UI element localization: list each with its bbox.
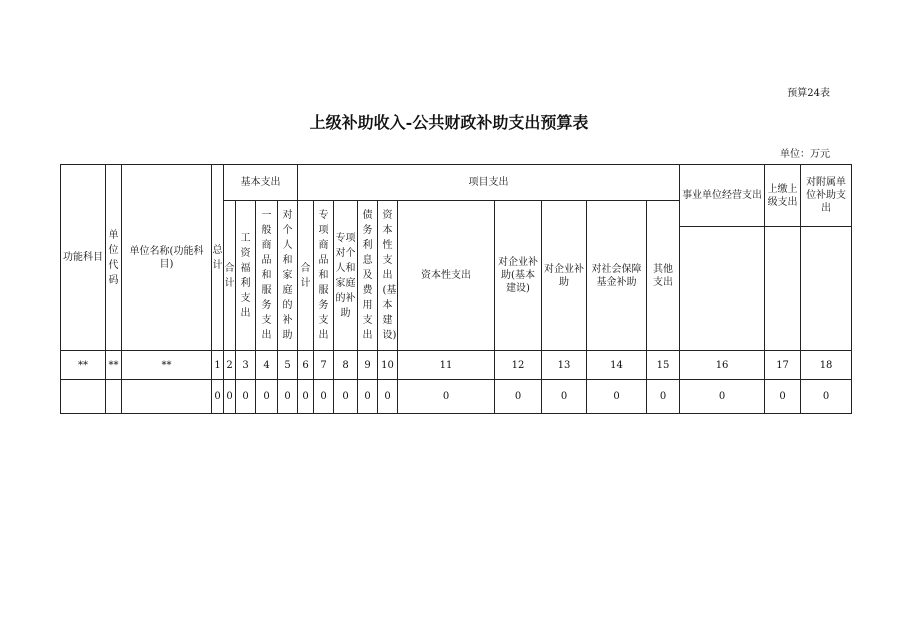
code-cell: 6	[298, 351, 314, 380]
code-cell: 9	[358, 351, 378, 380]
code-cell: 3	[236, 351, 256, 380]
header-project-enterprise: 对企业补助	[542, 201, 587, 351]
header-basic-salary: 工资福利支出	[236, 201, 256, 351]
header-project-debt: 债务利息及费用支出	[358, 201, 378, 351]
data-cell: 0	[298, 380, 314, 414]
data-cell: 0	[314, 380, 334, 414]
data-cell: 0	[212, 380, 224, 414]
header-upper-remit: 上缴上级支出	[765, 165, 801, 227]
header-total: 总计	[212, 165, 224, 351]
code-cell: 18	[801, 351, 852, 380]
code-cell: 7	[314, 351, 334, 380]
data-cell: 0	[542, 380, 587, 414]
code-cell: 5	[278, 351, 298, 380]
header-basic-personal: 对个人和家庭的补助	[278, 201, 298, 351]
header-basic-total: 合计	[224, 201, 236, 351]
code-cell: 10	[378, 351, 398, 380]
data-cell: 0	[680, 380, 765, 414]
header-basic-goods: 一般商品和服务支出	[256, 201, 278, 351]
code-cell: 8	[334, 351, 358, 380]
data-cell	[122, 380, 212, 414]
code-cell: 15	[647, 351, 680, 380]
data-cell: 0	[256, 380, 278, 414]
header-unit-code: 单位代码	[106, 165, 122, 351]
data-cell: 0	[765, 380, 801, 414]
code-cell: 1	[212, 351, 224, 380]
header-blank-cell	[680, 227, 765, 351]
data-cell	[61, 380, 106, 414]
header-project-capital: 资本性支出	[398, 201, 495, 351]
header-project-capital-basic: 资本性支出(基本建设)	[378, 201, 398, 351]
header-subsidiary: 对附属单位补助支出	[801, 165, 852, 227]
header-unit-name: 单位名称(功能科目)	[122, 165, 212, 351]
header-project-personal: 专项对个人和家庭的补助	[334, 201, 358, 351]
header-business-operation: 事业单位经营支出	[680, 165, 765, 227]
code-cell: 4	[256, 351, 278, 380]
budget-table	[60, 164, 852, 414]
code-cell: 17	[765, 351, 801, 380]
data-cell: 0	[378, 380, 398, 414]
data-cell: 0	[278, 380, 298, 414]
header-blank-cell	[765, 227, 801, 351]
form-number: 预算24表	[787, 88, 830, 99]
data-cell: 0	[495, 380, 542, 414]
code-cell: 13	[542, 351, 587, 380]
header-project-other: 其他支出	[647, 201, 680, 351]
data-cell: 0	[398, 380, 495, 414]
code-cell: 11	[398, 351, 495, 380]
code-cell: **	[106, 351, 122, 380]
code-cell: 2	[224, 351, 236, 380]
header-project-group: 项目支出	[298, 165, 680, 201]
header-func-subject: 功能科目	[61, 165, 106, 351]
header-basic-group: 基本支出	[224, 165, 298, 201]
code-cell: 12	[495, 351, 542, 380]
code-row	[61, 351, 852, 380]
data-cell: 0	[587, 380, 647, 414]
data-cell: 0	[358, 380, 378, 414]
unit-label: 单位：万元	[780, 149, 830, 160]
code-cell: 16	[680, 351, 765, 380]
header-project-goods: 专项商品和服务支出	[314, 201, 334, 351]
data-cell: 0	[647, 380, 680, 414]
data-cell: 0	[236, 380, 256, 414]
header-project-enterprise-basic: 对企业补助(基本建设)	[495, 201, 542, 351]
data-cell: 0	[224, 380, 236, 414]
code-cell: **	[61, 351, 106, 380]
header-blank-cell	[801, 227, 852, 351]
header-project-total: 合计	[298, 201, 314, 351]
data-cell: 0	[801, 380, 852, 414]
header-project-social: 对社会保障基金补助	[587, 201, 647, 351]
code-cell: **	[122, 351, 212, 380]
page-title: 上级补助收入-公共财政补助支出预算表	[309, 113, 589, 132]
code-cell: 14	[587, 351, 647, 380]
data-row	[61, 380, 852, 414]
data-cell: 0	[334, 380, 358, 414]
data-cell	[106, 380, 122, 414]
